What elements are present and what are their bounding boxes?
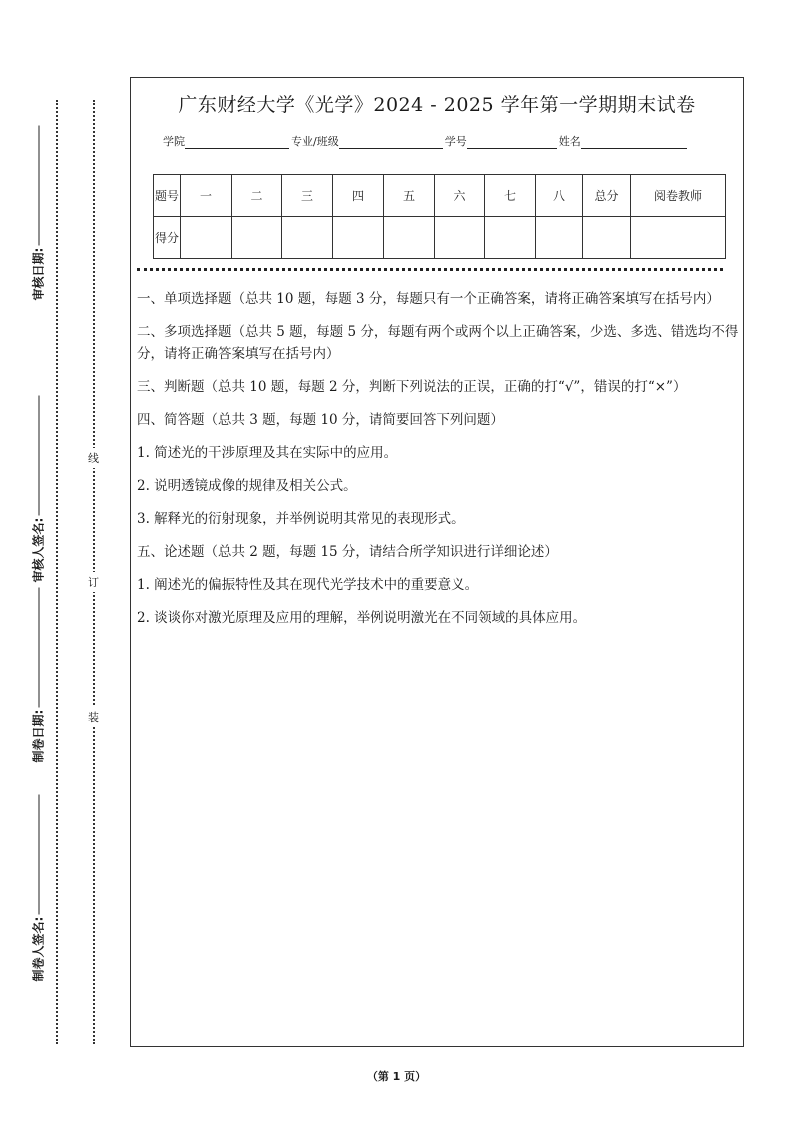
name-field[interactable] [581,136,687,149]
score-cell[interactable] [583,217,631,259]
student-info-row [163,133,689,149]
section-essay: 五、论述题（总共 2 题，每题 15 分，请结合所学知识进行详细论述） [137,544,558,560]
question-5-2: 2. 谈谈你对激光原理及应用的理解，举例说明激光在不同领域的具体应用。 [137,610,587,626]
score-cell[interactable] [631,217,726,259]
name-label: 姓名 [558,135,581,148]
reviewer-sign-blank[interactable] [39,396,40,516]
binding-dotted-line-outer [56,100,58,1044]
section-true-false: 三、判断题（总共 10 题，每题 2 分，判断下列说法的正误，正确的打“√”，错误的打“×”） [137,379,687,395]
exam-frame [130,77,744,1047]
page-number: （第 1 页） [366,1070,427,1083]
preparer-sign-blank[interactable] [39,795,40,915]
major-field[interactable] [339,136,443,149]
section-single-choice: 一、单项选择题（总共 10 题，每题 3 分，每题只有一个正确答案，请将正确答案填写在括号内） [137,291,720,307]
review-date-label [30,161,47,301]
binding-bind-char: 装 [88,707,99,727]
preparer-sign-text: 制卷人签名: [31,916,46,982]
question-5-1: 1. 阐述光的偏振特性及其在现代光学技术中的重要意义。 [137,577,479,593]
col-2: 二 [232,175,282,217]
reviewer-sign-text: 审核人签名: [31,517,46,583]
exam-title: 广东财经大学《光学》2024 - 2025 学年第一学期期末试卷 [178,94,696,116]
binding-order-char: 订 [88,572,99,592]
col-7: 七 [485,175,536,217]
col-grader: 阅卷教师 [631,175,726,217]
score-cell[interactable] [232,217,282,259]
col-8: 八 [536,175,583,217]
col-total: 总分 [583,175,631,217]
major-label: 专业/班级 [291,135,339,148]
col-3: 三 [282,175,333,217]
col-6: 六 [435,175,485,217]
student-id-field[interactable] [467,136,557,149]
college-label: 学院 [163,135,185,148]
score-cell[interactable] [485,217,536,259]
col-4: 四 [333,175,384,217]
score-label: 得分 [154,217,181,259]
score-table-score-row [154,217,726,259]
prepare-date-text: 制卷日期: [31,709,46,763]
review-date-blank[interactable] [39,126,40,246]
reviewer-sign-label [30,427,47,583]
section-separator [137,268,723,271]
section-multi-choice: 二、多项选择题（总共 5 题，每题 5 分，每题有两个或两个以上正确答案，少选、多选、错选均不得分，请将正确答案填写在括号内） [137,324,739,362]
question-4-2: 2. 说明透镜成像的规律及相关公式。 [137,478,357,494]
question-number-label: 题号 [154,175,181,217]
score-cell[interactable] [384,217,435,259]
section-short-answer: 四、简答题（总共 3 题，每题 10 分，请简要回答下列问题） [137,412,504,428]
preparer-sign-label [30,816,47,982]
score-table-header-row [154,175,726,217]
score-table [153,174,726,259]
exam-content [137,288,741,640]
prepare-date-blank[interactable] [39,588,40,708]
score-cell[interactable] [181,217,232,259]
score-cell[interactable] [333,217,384,259]
col-1: 一 [181,175,232,217]
score-cell[interactable] [435,217,485,259]
question-4-1: 1. 简述光的干涉原理及其在实际中的应用。 [137,445,398,461]
student-id-label: 学号 [444,135,467,148]
review-date-text: 审核日期: [31,247,46,301]
col-5: 五 [384,175,435,217]
binding-line-char: 线 [88,448,99,468]
prepare-date-label [30,619,47,763]
college-field[interactable] [185,136,289,149]
score-cell[interactable] [536,217,583,259]
score-cell[interactable] [282,217,333,259]
question-4-3: 3. 解释光的衍射现象，并举例说明其常见的表现形式。 [137,511,465,527]
